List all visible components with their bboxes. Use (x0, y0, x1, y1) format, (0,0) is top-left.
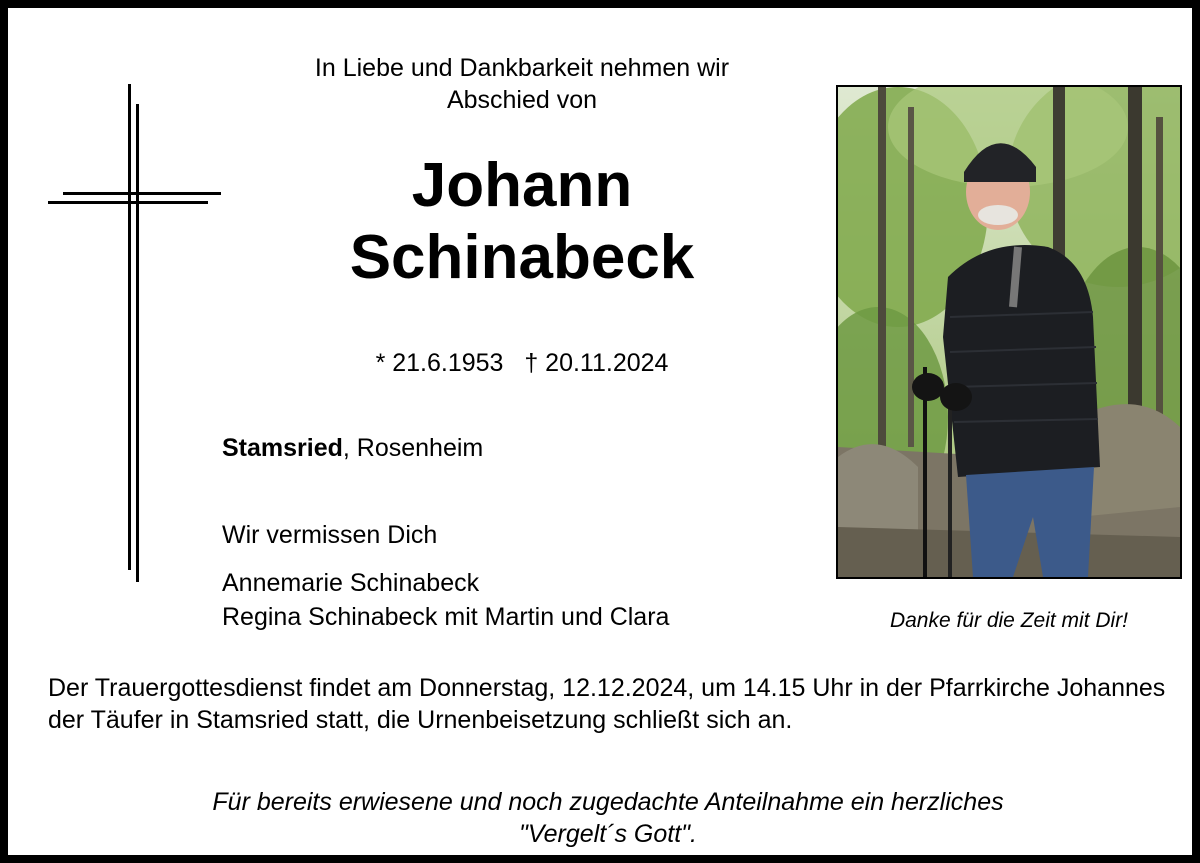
residence-secondary: , Rosenheim (342, 434, 484, 462)
birth-date: * 21.6.1953 (375, 349, 504, 377)
mourner-name: Annemarie Schinabeck (222, 569, 480, 597)
residence (222, 433, 483, 463)
deceased-name (208, 150, 836, 294)
mourner-name: Regina Schinabeck mit Martin und Clara (222, 603, 670, 631)
intro-line-2: Abschied von (446, 86, 598, 114)
intro-line-1: In Liebe und Dankbarkeit nehmen wir (314, 54, 730, 82)
life-dates (208, 348, 836, 378)
service-announcement: Der Trauergottesdienst findet am Donnerstag, 12.12.2024, um 14.15 Uhr in der Pfarrkirche Johannes der Täufer in Stamsried statt, die Urnenbeisetzung schließt sich an. (48, 674, 1166, 734)
intro-text (208, 52, 836, 116)
miss-line: Wir vermissen Dich (222, 521, 438, 549)
death-date: † 20.11.2024 (524, 349, 669, 377)
mourners-list (222, 566, 669, 634)
residence-primary: Stamsried (222, 434, 343, 462)
thanks-note (48, 786, 1168, 850)
thanks-line-1: Für bereits erwiesene und noch zugedachte Anteilnahme ein herzliches (212, 788, 1004, 816)
portrait-photo (836, 85, 1182, 579)
first-name: Johann (411, 151, 633, 220)
photo-caption: Danke für die Zeit mit Dir! (889, 609, 1129, 632)
thanks-line-2: "Vergelt´s Gott". (519, 820, 697, 848)
last-name: Schinabeck (349, 223, 695, 292)
